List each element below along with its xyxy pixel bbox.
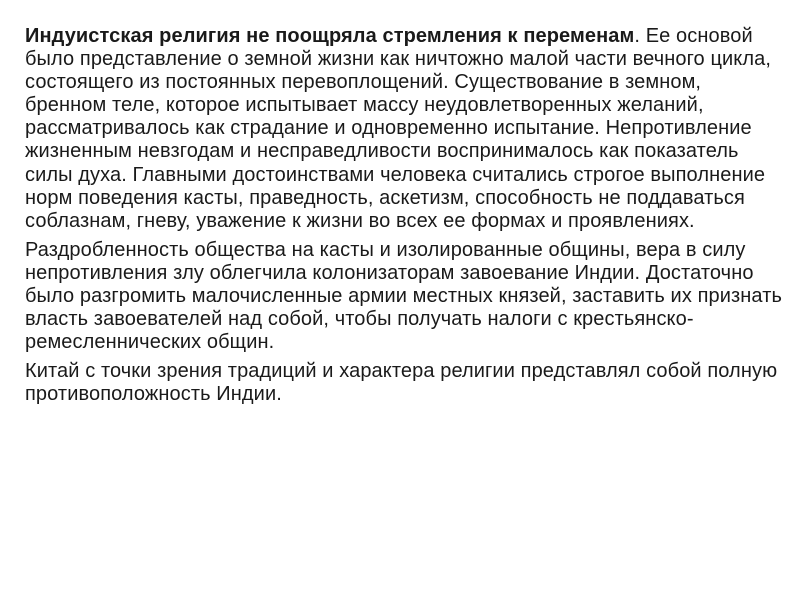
paragraph-text: . Ее основой было представление о земной жизни как ничтожно малой части вечного цикла, состоящего из постоянных перевоплощений. Существование в земном, бренном теле, которое испытывает массу неудовлетворенных желаний, рассматривалось как страдание и одновременно испытание. Непротивление жизненным невзгодам и несправедливости воспринималось как показатель силы духа. Главными достоинствами человека считались строгое выполнение норм поведения касты, праведность, аскетизм, способность не поддаваться соблазнам, гневу, уважение к жизни во всех ее формах и проявлениях. (25, 25, 771, 232)
paragraph-text: Китай с точки зрения традиций и характера религии представлял собой полную противоположность Индии. (25, 360, 778, 406)
paragraph-china (25, 360, 785, 406)
paragraph-colonization (25, 239, 785, 354)
paragraph-lead-bold: Индуистская религия не поощряла стремления к переменам (25, 25, 635, 47)
text-body (25, 25, 785, 413)
paragraph-text: Раздробленность общества на касты и изолированные общины, вера в силу непротивления злу облегчила колонизаторам завоевание Индии. Достаточно было разгромить малочисленные армии местных князей, заставить их признать власть завоевателей над собой, чтобы получать налоги с крестьянско-ремесленнических общин. (25, 238, 782, 354)
paragraph-hinduism (25, 25, 785, 233)
